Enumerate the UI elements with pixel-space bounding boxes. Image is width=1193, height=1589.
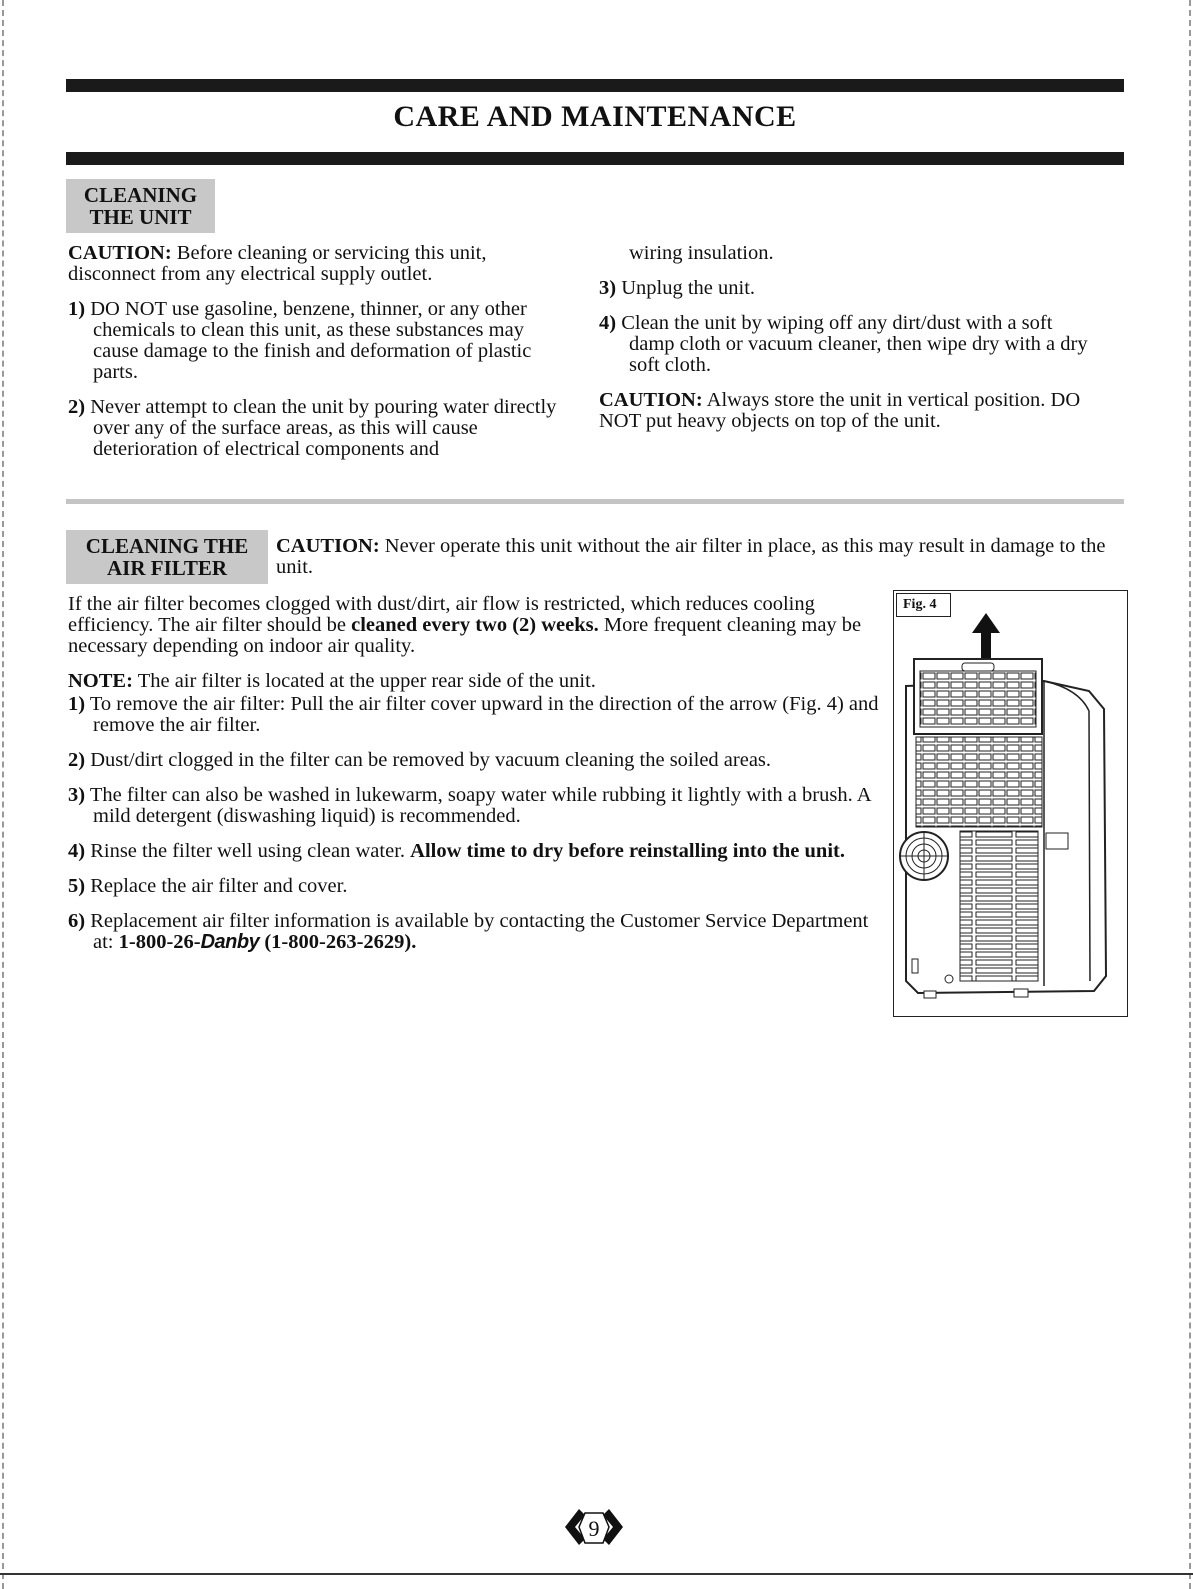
list-item-number: 2) — [68, 749, 86, 771]
caution-paragraph — [276, 536, 1106, 578]
page-number-badge — [559, 1505, 629, 1551]
page-title: CARE AND MAINTENANCE — [393, 100, 797, 133]
list-item — [68, 876, 883, 897]
list-item-text: Dust/dirt clogged in the filter can be removed by vacuum cleaning the soiled areas. — [85, 749, 772, 771]
intro-emphasis: cleaned every two (2) weeks. — [351, 614, 599, 636]
list-item-number: 5) — [68, 875, 86, 897]
phone-suffix: (1-800-263-2629). — [259, 931, 417, 953]
note-label: NOTE: — [68, 670, 133, 692]
page-edge-right — [1189, 0, 1191, 1589]
list-item-text: Never attempt to clean the unit by pouring water directly over any of the surface areas, as this will cause deterioration of electrical components and — [85, 396, 557, 460]
section-tab-cleaning-air-filter — [66, 530, 268, 584]
figure-4 — [893, 590, 1128, 1017]
list-item — [68, 397, 568, 460]
caution-label: CAUTION: — [276, 535, 380, 557]
intro-text: More frequent cleaning may be necessary depending on indoor air quality. — [68, 614, 862, 657]
section1-right-column — [599, 243, 1099, 446]
list-item — [68, 841, 883, 862]
filter-caution — [276, 536, 1106, 578]
list-item — [68, 299, 568, 383]
section-tab-line: CLEANING THE — [85, 534, 249, 558]
list-item — [68, 911, 883, 953]
list-item-text: Replacement air filter information is available by contacting the Customer Service Department at: — [85, 910, 869, 953]
air-conditioner-illustration — [894, 591, 1127, 1016]
caution-text: Never operate this unit without the air filter in place, as this may result in damage to the unit. — [276, 535, 1106, 578]
page-edge-bottom — [0, 1573, 1193, 1575]
page-edge-left — [2, 0, 4, 1589]
header-rule-top — [66, 79, 1124, 92]
list-item-number: 6) — [68, 910, 86, 932]
list-item-number: 1) — [68, 298, 86, 320]
list-item — [599, 313, 1099, 376]
list-item — [68, 785, 883, 827]
list-item-number: 2) — [68, 396, 86, 418]
danby-logo: Danby — [200, 931, 260, 953]
section-tab-line: THE UNIT — [89, 205, 192, 229]
page-number: 9 — [588, 1516, 600, 1541]
list-item-emphasis: Allow time to dry before reinstalling into the unit. — [410, 840, 845, 862]
intro-paragraph — [68, 594, 883, 657]
list-item-continuation: wiring insulation. — [629, 242, 774, 264]
list-item-text: To remove the air filter: Pull the air filter cover upward in the direction of the arrow (Fig. 4) and remove the air filter. — [85, 693, 879, 736]
list-item-number: 3) — [68, 784, 86, 806]
list-item-number: 4) — [68, 840, 86, 862]
section-tab-line: CLEANING — [83, 183, 198, 207]
caution-paragraph — [599, 390, 1099, 432]
caution-label: CAUTION: — [599, 389, 703, 411]
header-rule-bottom — [66, 152, 1124, 165]
caution-text: Always store the unit in vertical position. DO NOT put heavy objects on top of the unit. — [599, 389, 1081, 432]
list-item — [68, 694, 883, 736]
caution-paragraph — [68, 243, 568, 285]
note-text: The air filter is located at the upper rear side of the unit. — [132, 670, 596, 692]
list-item-text: DO NOT use gasoline, benzene, thinner, or any other chemicals to clean this unit, as these substances may cause damage to the finish and deformation of plastic parts. — [85, 298, 532, 383]
intro-text: If the air filter becomes clogged with dust/dirt, air flow is restricted, which reduces cooling efficiency. The air filter should be — [68, 593, 815, 636]
note-paragraph — [68, 671, 883, 692]
section2-body — [68, 594, 883, 967]
section-divider — [66, 499, 1124, 504]
caution-label: CAUTION: — [68, 242, 172, 264]
list-item-text: The filter can also be washed in lukewarm, soapy water while rubbing it lightly with a brush. A mild detergent (diswashing liquid) is recommended. — [85, 784, 871, 827]
section-tab-cleaning-unit — [66, 179, 215, 233]
section-tab-line: AIR FILTER — [106, 556, 227, 580]
caution-text: Before cleaning or servicing this unit, disconnect from any electrical supply outlet. — [68, 242, 487, 285]
list-item-text: Rinse the filter well using clean water. — [85, 840, 411, 862]
list-item-text: Unplug the unit. — [616, 277, 756, 299]
list-item-number: 3) — [599, 277, 617, 299]
phone-prefix: 1-800-26- — [118, 931, 201, 953]
list-item — [68, 750, 883, 771]
section1-left-column — [68, 243, 568, 474]
list-item-number: 1) — [68, 693, 86, 715]
list-item-text: Clean the unit by wiping off any dirt/dust with a soft damp cloth or vacuum cleaner, then wipe dry with a dry soft cloth. — [616, 312, 1088, 376]
list-item — [599, 278, 1099, 299]
list-item-text: Replace the air filter and cover. — [85, 875, 348, 897]
figure-label: Fig. 4 — [896, 593, 951, 617]
list-item-number: 4) — [599, 312, 617, 334]
